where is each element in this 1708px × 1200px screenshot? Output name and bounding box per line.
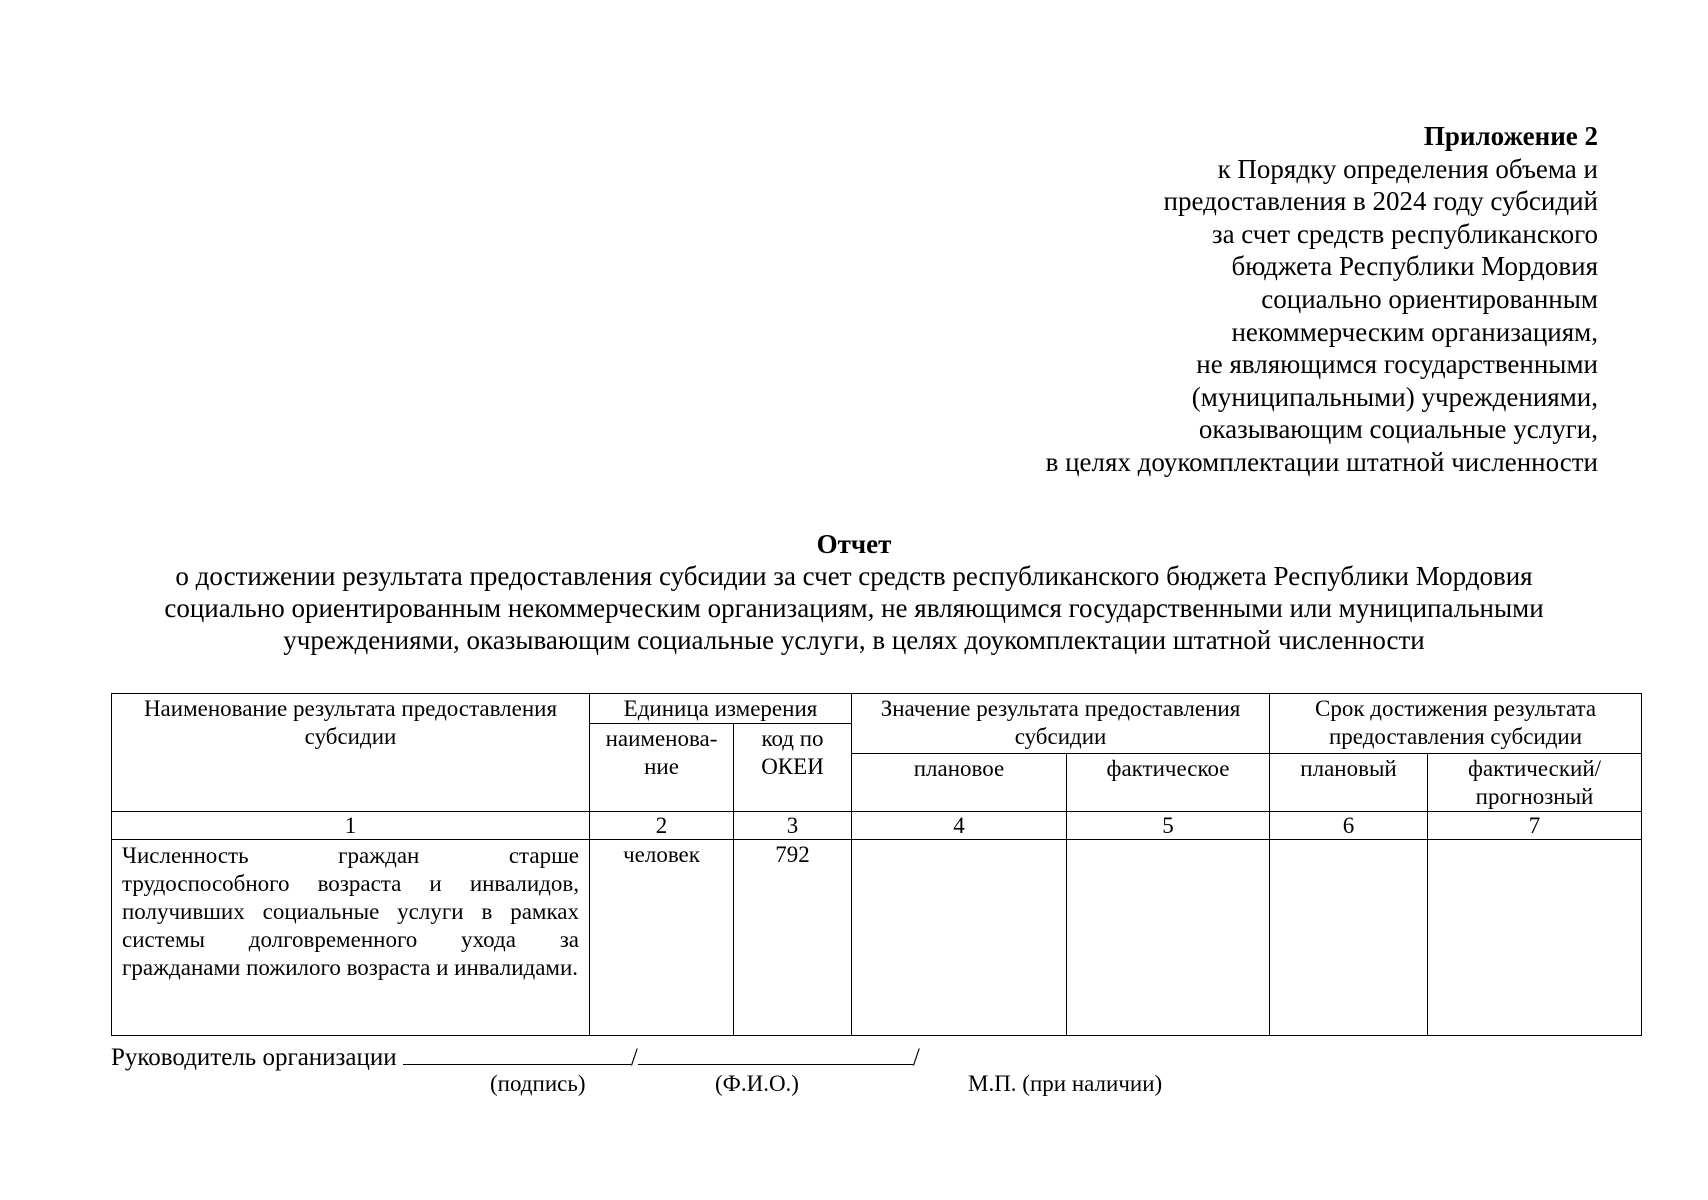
value-actual-cell [1067, 840, 1270, 1036]
result-name-cell: Численность граждан старше трудоспособного возраста и инвалидов, получивших социальные услуги в рамках системы долговременного ухода за гражданами пожилого возраста и инвалидами. [112, 840, 590, 1036]
report-subtitle-line: о достижении результата предоставления субсидии за счет средств республиканского бюджета Республики Мордовия [175, 561, 1533, 591]
report-title-block [0, 528, 1708, 656]
value-planned-cell [852, 840, 1067, 1036]
appendix-line: социально ориентированным [1261, 283, 1598, 314]
signature-separator: / [630, 1044, 638, 1071]
column-number: 1 [112, 812, 590, 840]
caption-stamp: М.П. (при наличии) [968, 1071, 1163, 1096]
report-table [111, 693, 1642, 1036]
appendix-line: бюджета Республики Мордовия [1231, 251, 1598, 282]
table-row [112, 840, 1642, 1036]
header-result-name: Наименование результата предоставления субсидии [112, 694, 590, 812]
caption-name: (Ф.И.О.) [715, 1071, 799, 1096]
column-number: 3 [734, 812, 852, 840]
signature-label: Руководитель организации [111, 1044, 397, 1071]
header-deadline-actual: фактический/ прогнозный [1428, 754, 1642, 812]
deadline-planned-cell [1270, 840, 1428, 1036]
report-subtitle-line: социально ориентированным некоммерческим организациям, не являющимся государственными или муниципальными [164, 593, 1544, 623]
name-separator: / [912, 1044, 920, 1071]
signature-field [403, 1038, 631, 1065]
appendix-line: (муниципальными) учреждениями, [1191, 381, 1598, 412]
appendix-line: некоммерческим организациям, [1231, 316, 1598, 347]
caption-signature: (подпись) [490, 1071, 586, 1096]
appendix-line: оказывающим социальные услуги, [1198, 414, 1598, 445]
unit-name-cell: человек [590, 840, 734, 1036]
appendix-line: в целях доукомплектации штатной численности [1045, 446, 1598, 477]
report-heading: Отчет [816, 529, 892, 559]
appendix-line: не являющимся государственными [1196, 349, 1598, 380]
appendix-title: Приложение 2 [1423, 121, 1598, 151]
column-number: 2 [590, 812, 734, 840]
column-number: 5 [1067, 812, 1270, 840]
column-number: 4 [852, 812, 1067, 840]
column-number: 7 [1428, 812, 1642, 840]
header-value: Значение результата предоставления субсидии [852, 694, 1270, 754]
header-value-planned: плановое [852, 754, 1067, 812]
header-deadline: Срок достижения результата предоставления субсидии [1270, 694, 1642, 754]
header-unit-name: наименова-ние [590, 724, 734, 812]
header-value-actual: фактическое [1067, 754, 1270, 812]
column-number-row [112, 812, 1642, 840]
column-number: 6 [1270, 812, 1428, 840]
appendix-line: к Порядку определения объема и [1217, 153, 1598, 184]
deadline-actual-cell [1428, 840, 1642, 1036]
unit-code-cell: 792 [734, 840, 852, 1036]
report-subtitle-line: учреждениями, оказывающим социальные услуги, в целях доукомплектации штатной численности [283, 625, 1425, 655]
header-deadline-planned: плановый [1270, 754, 1428, 812]
appendix-block [1046, 120, 1598, 479]
signature-line [111, 1038, 920, 1073]
appendix-line: предоставления в 2024 году субсидий [1163, 186, 1598, 217]
appendix-line: за счет средств республиканского [1211, 218, 1598, 249]
name-field [638, 1038, 913, 1065]
header-unit: Единица измерения [590, 694, 852, 724]
header-unit-code: код по ОКЕИ [734, 724, 852, 812]
